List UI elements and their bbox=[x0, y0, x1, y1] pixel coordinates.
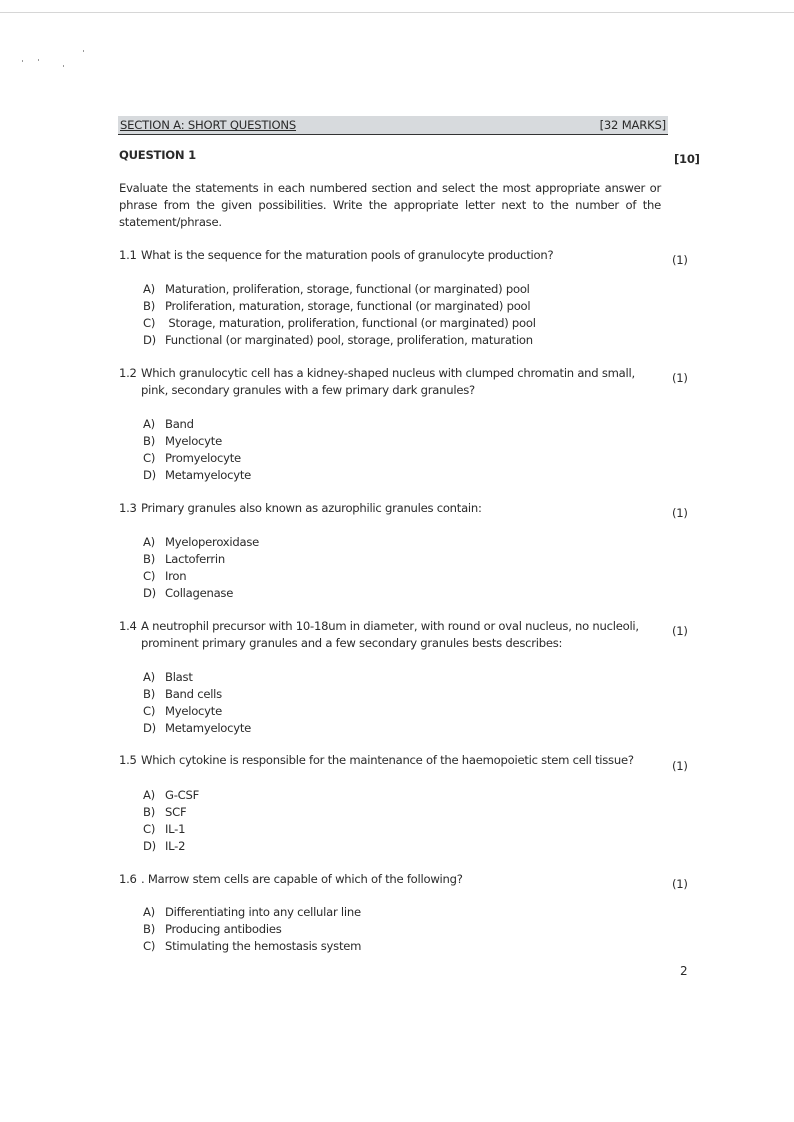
question-mark: (1) bbox=[672, 759, 688, 773]
option bbox=[143, 838, 199, 855]
section-marks: [32 MARKS] bbox=[599, 118, 666, 132]
option bbox=[143, 585, 259, 602]
option bbox=[143, 281, 536, 298]
instructions: Evaluate the statements in each numbered section and select the most appropriate answer or phrase from the given possibilities. Write the appropriate letter next to the number of the statement/phrase. bbox=[119, 181, 661, 229]
option-text: Storage, maturation, proliferation, functional (or marginated) pool bbox=[165, 316, 536, 330]
question-text-continued: pink, secondary granules with a few primary dark granules? bbox=[141, 383, 475, 397]
option-text: Collagenase bbox=[165, 586, 234, 600]
question-item bbox=[119, 247, 664, 264]
question-item bbox=[119, 871, 664, 888]
option-letter: B) bbox=[143, 299, 155, 313]
option bbox=[143, 669, 251, 686]
option bbox=[143, 332, 536, 349]
option-letter: C) bbox=[143, 822, 156, 836]
question-number: 1.6 bbox=[119, 872, 137, 886]
option-letter: D) bbox=[143, 468, 156, 482]
option bbox=[143, 703, 251, 720]
option bbox=[143, 921, 361, 938]
question-mark: (1) bbox=[672, 877, 688, 891]
option-letter: A) bbox=[143, 282, 155, 296]
option-list bbox=[143, 416, 251, 484]
option-list bbox=[143, 669, 251, 737]
option-text: Myelocyte bbox=[165, 434, 222, 448]
option-text: Metamyelocyte bbox=[165, 468, 252, 482]
question-mark: (1) bbox=[672, 371, 688, 385]
option-list bbox=[143, 787, 199, 855]
option-letter: A) bbox=[143, 905, 155, 919]
option-text: Iron bbox=[165, 569, 187, 583]
option-text: SCF bbox=[165, 805, 187, 819]
question-item bbox=[119, 365, 664, 399]
question-item bbox=[119, 618, 664, 652]
option bbox=[143, 315, 536, 332]
question-number: 1.4 bbox=[119, 619, 137, 633]
option-letter: A) bbox=[143, 417, 155, 431]
option-text: Functional (or marginated) pool, storage, proliferation, maturation bbox=[165, 333, 533, 347]
option-text: Producing antibodies bbox=[165, 922, 282, 936]
option bbox=[143, 720, 251, 737]
question-text: A neutrophil precursor with 10-18um in diameter, with round or oval nucleus, no nucleoli, bbox=[141, 619, 639, 633]
option-letter: D) bbox=[143, 839, 156, 853]
section-title: SECTION A: SHORT QUESTIONS bbox=[120, 118, 297, 132]
option bbox=[143, 433, 251, 450]
question-text: . Marrow stem cells are capable of which of the following? bbox=[141, 872, 463, 886]
option bbox=[143, 938, 361, 955]
question-heading: QUESTION 1 bbox=[119, 148, 196, 162]
option-letter: C) bbox=[143, 451, 156, 465]
question-text: Which granulocytic cell has a kidney-shaped nucleus with clumped chromatin and small, bbox=[141, 366, 635, 380]
option-letter: A) bbox=[143, 788, 155, 802]
option-text: Band cells bbox=[165, 687, 222, 701]
option-list bbox=[143, 281, 536, 349]
option-text: Maturation, proliferation, storage, functional (or marginated) pool bbox=[165, 282, 530, 296]
question-item bbox=[119, 752, 664, 769]
option-text: Differentiating into any cellular line bbox=[165, 905, 361, 919]
option bbox=[143, 450, 251, 467]
option-text: G-CSF bbox=[165, 788, 200, 802]
scan-speck bbox=[63, 65, 64, 67]
page-number: 2 bbox=[680, 964, 688, 978]
option bbox=[143, 821, 199, 838]
option bbox=[143, 298, 536, 315]
option-text: Metamyelocyte bbox=[165, 721, 252, 735]
section-header bbox=[118, 116, 668, 135]
option-text: Lactoferrin bbox=[165, 552, 225, 566]
option-letter: B) bbox=[143, 805, 155, 819]
scan-edge-line bbox=[0, 12, 794, 13]
option bbox=[143, 416, 251, 433]
option-letter: A) bbox=[143, 535, 155, 549]
option bbox=[143, 534, 259, 551]
option bbox=[143, 467, 251, 484]
option-list bbox=[143, 534, 259, 602]
option-text: Myelocyte bbox=[165, 704, 222, 718]
option bbox=[143, 787, 199, 804]
question-total-marks: [10] bbox=[674, 152, 700, 166]
question-number: 1.1 bbox=[119, 248, 137, 262]
question-number: 1.3 bbox=[119, 501, 137, 515]
option-text: IL-1 bbox=[165, 822, 186, 836]
option-list bbox=[143, 904, 361, 955]
question-mark: (1) bbox=[672, 253, 688, 267]
option bbox=[143, 568, 259, 585]
question-mark: (1) bbox=[672, 506, 688, 520]
question-text: Which cytokine is responsible for the maintenance of the haemopoietic stem cell tissue? bbox=[141, 753, 634, 767]
option-letter: D) bbox=[143, 586, 156, 600]
option bbox=[143, 686, 251, 703]
option-letter: B) bbox=[143, 552, 155, 566]
option-text: IL-2 bbox=[165, 839, 186, 853]
option-letter: D) bbox=[143, 333, 156, 347]
question-mark: (1) bbox=[672, 624, 688, 638]
option-letter: B) bbox=[143, 922, 155, 936]
option-letter: A) bbox=[143, 670, 155, 684]
option bbox=[143, 804, 199, 821]
question-text-continued: prominent primary granules and a few secondary granules bests describes: bbox=[141, 636, 563, 650]
option-text: Promyelocyte bbox=[165, 451, 241, 465]
option-letter: C) bbox=[143, 569, 156, 583]
question-text: Primary granules also known as azurophilic granules contain: bbox=[141, 501, 482, 515]
option bbox=[143, 551, 259, 568]
option-text: Myeloperoxidase bbox=[165, 535, 260, 549]
option-text: Blast bbox=[165, 670, 193, 684]
option-letter: B) bbox=[143, 434, 155, 448]
question-number: 1.5 bbox=[119, 753, 137, 767]
option-letter: C) bbox=[143, 939, 156, 953]
option bbox=[143, 904, 361, 921]
option-text: Stimulating the hemostasis system bbox=[165, 939, 362, 953]
option-letter: C) bbox=[143, 316, 156, 330]
option-text: Proliferation, maturation, storage, functional (or marginated) pool bbox=[165, 299, 531, 313]
scan-speck bbox=[38, 59, 39, 61]
question-number: 1.2 bbox=[119, 366, 137, 380]
option-letter: B) bbox=[143, 687, 155, 701]
scan-speck bbox=[22, 60, 23, 62]
question-text: What is the sequence for the maturation pools of granulocyte production? bbox=[141, 248, 554, 262]
option-letter: D) bbox=[143, 721, 156, 735]
scan-speck bbox=[83, 50, 84, 52]
question-item bbox=[119, 500, 664, 517]
option-letter: C) bbox=[143, 704, 156, 718]
option-text: Band bbox=[165, 417, 194, 431]
